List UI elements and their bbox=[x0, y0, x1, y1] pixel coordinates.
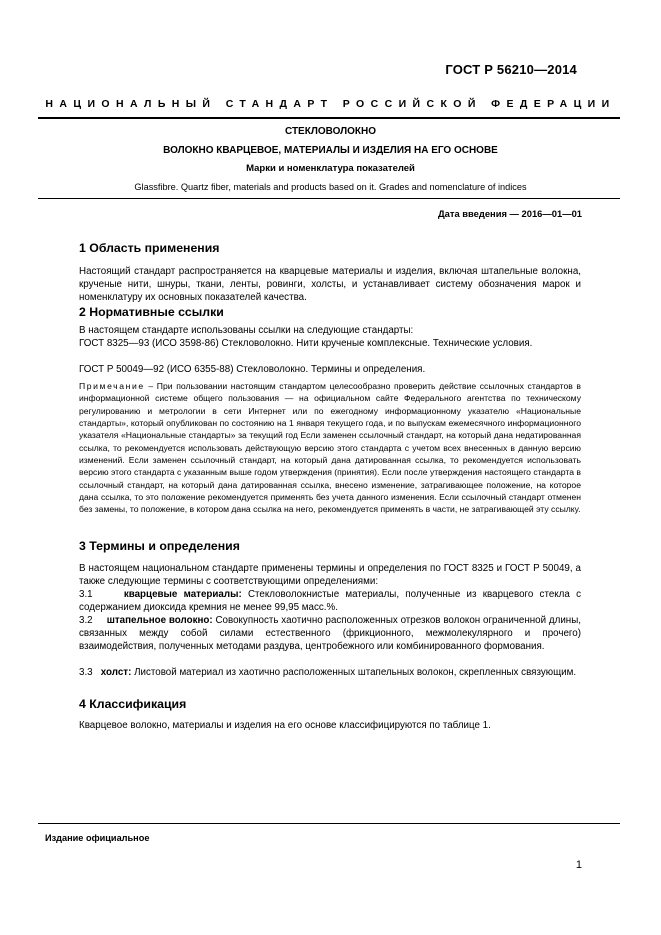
term-3-1-name: кварцевые материалы: bbox=[123, 589, 242, 600]
section-3-heading: 3 Термины и определения bbox=[79, 539, 240, 553]
section-2-note: Примечание – При пользовании настоящим стандартом целесообразно проверить действие ссылочных стандартов в информационной системе общего пользования — на официальном сайте Федерального агентства по техническому регулированию и метрологии в сети Интернет или по ежегодному информационному указателю «Национальные стандарты», который опубликован по состоянию на 1 января текущего года, и по выпускам ежемесячного информационного указателя «Национальные стандарты» за текущий год Если заменен ссылочный стандарт, на который дана недатированная ссылка, то рекомендуется использовать действующую версию этого стандарта с учетом всех внесенных в данную версию изменений. Если заменен ссылочный стандарт, на который дана датированная ссылка, то рекомендуется использовать версию этого стандарта с указанным выше годом утверждения (принятия). Если после утверждения настоящего стандарта в ссылочный стандарт, на который дана датированная ссылка, внесено изменение, затрагивающее положение, на которое дана ссылка, то это положение рекомендуется применять без учета данного изменения. Если ссылочный стандарт отменен без замены, то положение, в котором дана ссылка на него, рекомендуется применять в части, не затрагивающей эту ссылку. bbox=[79, 381, 581, 515]
section-4-heading: 4 Классификация bbox=[79, 697, 187, 711]
introduction-date: Дата введения — 2016—01—01 bbox=[437, 208, 582, 219]
section-1-heading: 1 Область применения bbox=[79, 241, 220, 255]
title-divider bbox=[38, 198, 620, 199]
section-2-heading: 2 Нормативные ссылки bbox=[79, 305, 224, 319]
header-divider bbox=[38, 117, 620, 119]
term-3-3: 3.3 холст: Листовой материал из хаотично расположенных штапельных волокон, скрепленных связующим. bbox=[79, 667, 577, 678]
section-1-paragraph: Настоящий стандарт распространяется на кварцевые материалы и изделия, включая штапельные волокна, крученые нити, шнуры, ткани, ленты, ровинги, холсты, и устанавливает систему обозначения марок и номенклатуру их основных показателей качества. bbox=[79, 266, 581, 303]
section-2-reference-1: ГОСТ 8325—93 (ИСО 3598-86) Стекловолокно. Нити крученые комплексные. Технические условия. bbox=[79, 338, 533, 349]
section-3-paragraph: В настоящем национальном стандарте применены термины и определения по ГОСТ 8325 и ГОСТ Р 50049, а также следующие термины с соответствующими определениями: bbox=[79, 563, 581, 587]
note-label: Примечание bbox=[79, 381, 145, 391]
national-standard-banner: НАЦИОНАЛЬНЫЙ СТАНДАРТ РОССИЙСКОЙ ФЕДЕРАЦИИ bbox=[45, 98, 616, 110]
section-2-reference-2: ГОСТ Р 50049—92 (ИСО 6355-88) Стекловолокно. Термины и определения. bbox=[79, 364, 426, 375]
term-3-3-name: холст: bbox=[100, 667, 132, 678]
official-edition-label: Издание официальное bbox=[45, 833, 150, 843]
title-line-1: СТЕКЛОВОЛОКНО bbox=[284, 126, 377, 137]
title-line-3: Марки и номенклатура показателей bbox=[246, 163, 415, 174]
title-line-2: ВОЛОКНО КВАРЦЕВОЕ, МАТЕРИАЛЫ И ИЗДЕЛИЯ НА ЕГО ОСНОВЕ bbox=[163, 145, 498, 156]
section-2-paragraph-1: В настоящем стандарте использованы ссылки на следующие стандарты: bbox=[79, 325, 414, 336]
term-3-2: 3.2 штапельное волокно: Совокупность хаотично расположенных отрезков волокон ограниченной длины, связанных между собой силами естественного (фрикционного, межмолекулярного и прочего) взаимодействия, полученных методами раздува, центробежного или комбинированного формования. bbox=[79, 615, 581, 652]
title-english: Glassfibre. Quartz fiber, materials and products based on it. Grades and nomenclature of indices bbox=[134, 182, 527, 192]
page-number: 1 bbox=[575, 859, 582, 871]
term-3-2-name: штапельное волокно: bbox=[106, 615, 213, 626]
section-4-paragraph: Кварцевое волокно, материалы и изделия на его основе классифицируются по таблице 1. bbox=[79, 720, 491, 731]
standard-id: ГОСТ Р 56210—2014 bbox=[445, 62, 577, 77]
footer-divider bbox=[38, 823, 620, 824]
term-3-1: 3.1 кварцевые материалы: Стекловолокнистые материалы, полученные из кварцевого стекла с содержанием диоксида кремния не менее 99,95 масс.%. bbox=[79, 589, 581, 613]
